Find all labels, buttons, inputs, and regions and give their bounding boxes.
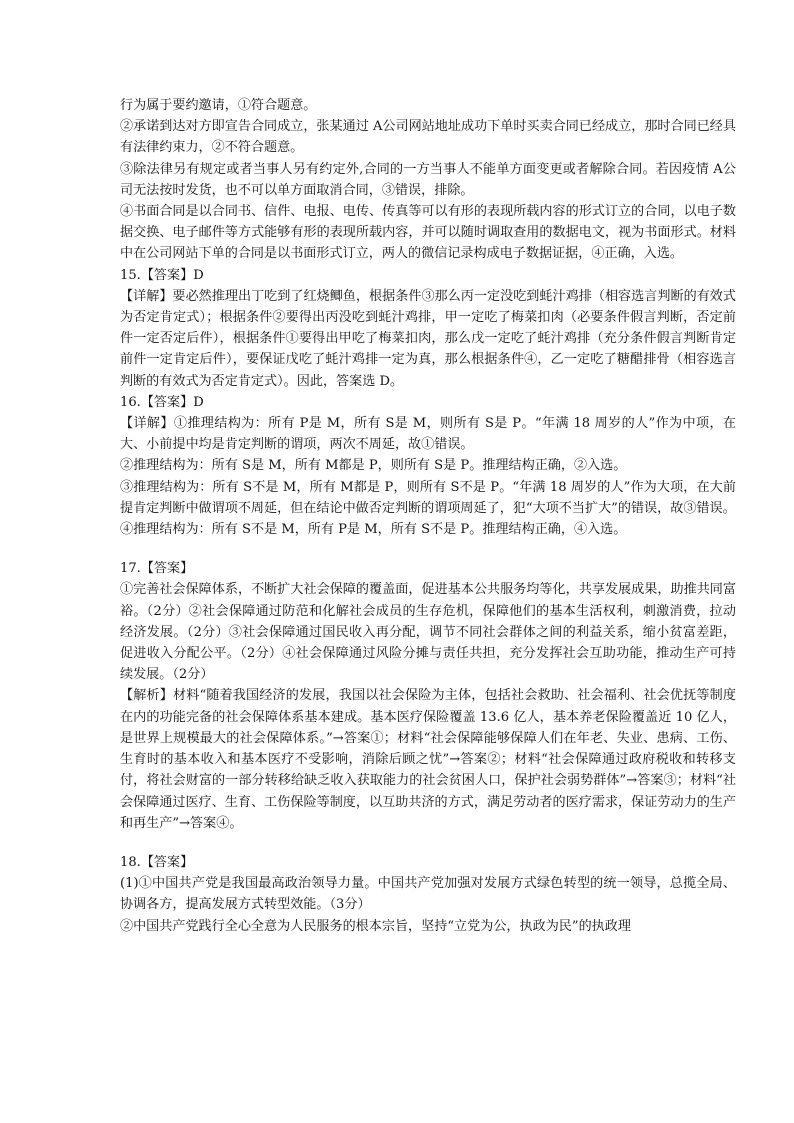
spacer xyxy=(120,540,736,558)
spacer xyxy=(120,834,736,852)
paragraph: ②推理结构为：所有 S是 M，所有 M都是 P，则所有 S是 P。推理结构正确，②入选。 xyxy=(120,458,627,474)
paragraph: 【解析】材料“随着我国经济的发展，我国以社会保险为主体，包括社会救助、社会福利、社会优抚等制度在内的功能完备的社会保障体系基本建成。基本医疗保险覆盖 13.6 亿人，基本养老保险覆盖近 10 亿人，是世界上规模最大的社会保障体系。”→答案①；材料“社会保障能够保障人们在年老、失业、患病、工伤、生育时的基本收入和基本医疗不受影响，消除后顾之忧”→答案②；材料“社会保障通过政府税收和转移支付，将社会财富的一部分转移给缺乏收入获取能力的社会贫困人口，保护社会弱势群体”→答案③；材料“社会保障通过医疗、生育、工伤保险等制度，以互助共济的方式，满足劳动者的医疗需求，保证劳动力的生产和再生产”→答案④。 xyxy=(120,688,736,831)
paragraph: ③除法律另有规定或者当事人另有约定外,合同的一方当事人不能单方面变更或者解除合同。若因疫情 A公司无法按时发货，也不可以单方面取消合同，③错误，排除。 xyxy=(120,161,736,198)
answer-heading-16: 16.【答案】D xyxy=(120,394,204,410)
paragraph: ②中国共产党践行全心全意为人民服务的根本宗旨，坚持“立党为公，执政为民”的执政理 xyxy=(120,918,631,934)
paragraph: 【详解】要必然推理出丁吃到了红烧鲫鱼，根据条件③那么丙一定没吃到蚝汁鸡排（相容选言判断的有效式为否定肯定式）；根据条件②要得出丙没吃到蚝汁鸡排，甲一定吃了梅菜扣肉（必要条件假言判断，否定前件一定否定后件），根据条件①要得出甲吃了梅菜扣肉，那么戊一定吃了蚝汁鸡排（充分条件假言判断肯定前件一定肯定后件），要保证戊吃了蚝汁鸡排一定为真，那么根据条件④，乙一定吃了糖醋排骨（相容选言判断的有效式为否定肯定式）。因此，答案选 D。 xyxy=(120,288,736,389)
paragraph: 【详解】①推理结构为：所有 P是 M，所有 S是 M，则所有 S是 P。“年满 18 周岁的人”作为中项，在大、小前提中均是肯定判断的谓项，两次不周延，故①错误。 xyxy=(120,416,736,453)
answer-heading-17: 17.【答案】 xyxy=(120,561,194,577)
answer-heading-15: 15.【答案】D xyxy=(120,267,204,283)
paragraph: ③推理结构为：所有 S不是 M，所有 M都是 P，则所有 S不是 P。“年满 18 周岁的人”作为大项，在大前提肯定判断中做谓项不周延，但在结论中做否定判断的谓项周延了，犯“大项不当扩大”的错误，故③错误。 xyxy=(120,479,736,516)
paragraph: ②承诺到达对方即宣告合同成立，张某通过 A公司网站地址成功下单时买卖合同已经成立，那时合同已经具有法律约束力，②不符合题意。 xyxy=(120,119,736,156)
paragraph: ④推理结构为：所有 S不是 M，所有 P是 M，所有 S不是 P。推理结构正确，④入选。 xyxy=(120,522,627,538)
answer-heading-18: 18.【答案】 xyxy=(120,854,194,870)
paragraph: 行为属于要约邀请，①符合题意。 xyxy=(120,98,317,113)
paragraph: ④书面合同是以合同书、信件、电报、电传、传真等可以有形的表现所载内容的形式订立的合同，以电子数据交换、电子邮件等方式能够有形的表现所载内容，并可以随时调取查用的数据电文，视为书面形式。材料中在公司网站下单的合同是以书面形式订立，两人的微信记录构成电子数据证据，④正确，入选。 xyxy=(120,204,736,262)
paragraph: (1)①中国共产党是我国最高政治领导力量。中国共产党加强对发展方式绿色转型的统一领导，总揽全局、协调各方，提高发展方式转型效能。（3分） xyxy=(120,876,736,913)
paragraph: ①完善社会保障体系，不断扩大社会保障的覆盖面，促进基本公共服务均等化，共享发展成果，助推共同富裕。（2分）②社会保障通过防范和化解社会成员的生存危机，保障他们的基本生活权利，刺激消费，拉动经济发展。（2分）③社会保障通过国民收入再分配，调节不同社会群体之间的利益关系，缩小贫富差距，促进收入分配公平。（2分）④社会保障通过风险分摊与责任共担，充分发挥社会互助功能，推动生产可持续发展。（2分） xyxy=(120,582,736,683)
